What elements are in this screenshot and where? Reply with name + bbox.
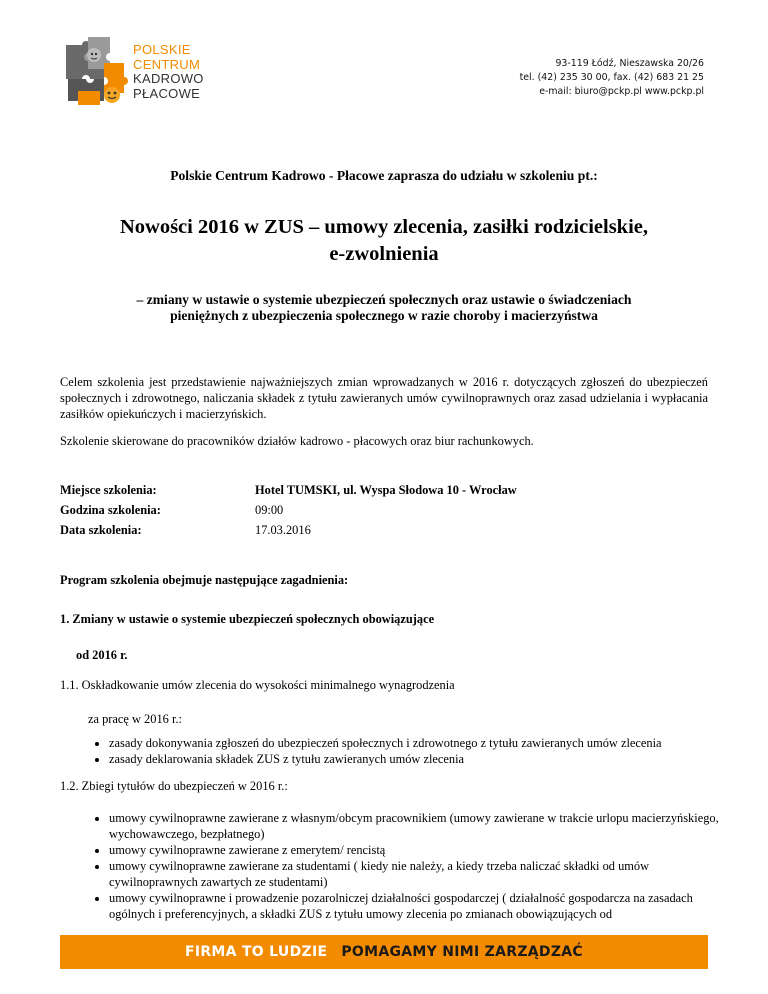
info-label: Miejsce szkolenia: [60, 483, 157, 497]
info-row-place [60, 483, 517, 503]
list-item: • zasady deklarowania składek ZUS z tytułu zawieranych umów zlecenia [109, 751, 719, 767]
contact-block [520, 57, 704, 99]
logo-line-3: KADROWO [133, 71, 204, 86]
subtitle-line-2: pieniężnych z ubezpieczenia społecznego w razie choroby i macierzyństwa [170, 308, 598, 323]
info-label: Data szkolenia: [60, 523, 142, 537]
contact-address: 93-119 Łódź, Nieszawska 20/26 [555, 58, 704, 69]
audience-paragraph: Szkolenie skierowane do pracowników działów kadrowo - płacowych oraz biur rachunkowych. [60, 434, 534, 448]
info-row-time [60, 503, 517, 523]
puzzle-pieces-icon [58, 35, 133, 107]
subtitle-line-1: – zmiany w ustawie o systemie ubezpieczeń społecznych oraz ustawie o świadczeniach [136, 292, 632, 307]
list-item: • umowy cywilnoprawne zawierane z własnym/obcym pracownikiem (umowy zawierane w trakcie urlopu macierzyńskiego, wychowawczego, bezpłatnego) [109, 810, 719, 842]
logo-line-1: POLSKIE [133, 42, 191, 57]
logo-line-2: CENTRUM [133, 56, 201, 72]
logo-wordmark [133, 43, 204, 101]
list-item: • umowy cywilnoprawne i prowadzenie pozarolniczej działalności gospodarczej ( działalność gospodarcza na zasadach ogólnych i preferencyjnych, a składki ZUS z tytułu umowy zlecenia po zmianach obowiązujących od [109, 890, 719, 922]
list-item: • zasady dokonywania zgłoszeń do ubezpieczeń społecznych i zdrowotnego z tytułu zawieranych umów zlecenia [109, 735, 719, 751]
list-item: • umowy cywilnoprawne zawierane za studentami ( kiedy nie należy, a kiedy trzeba naliczać składki od umów cywilnoprawnych zawartych ze studentami) [109, 858, 719, 890]
info-value: 09:00 [255, 503, 284, 517]
section-1-1-heading-cont: za pracę w 2016 r.: [88, 712, 182, 726]
section-1-heading-cont: od 2016 r. [76, 648, 128, 662]
section-1-2-heading: 1.2. Zbiegi tytułów do ubezpieczeń w 2016 r.: [60, 779, 288, 793]
training-info [60, 483, 517, 543]
footer-banner [60, 935, 708, 969]
info-row-date [60, 523, 517, 543]
training-subtitle [0, 292, 768, 324]
intro-text: Polskie Centrum Kadrowo - Płacowe zaprasza do udziału w szkoleniu pt.: [170, 168, 598, 183]
goal-paragraph: Celem szkolenia jest przedstawienie najważniejszych zmian wprowadzanych w 2016 r. dotyczących zgłoszeń do ubezpieczeń społecznych i zdrowotnego, naliczania składek z tytułu zawieranych umów cywilnoprawnych oraz zasad udzielania i wypłacania zasiłków opiekuńczych i macierzyńskich. [60, 375, 708, 421]
logo-line-4: PŁACOWE [133, 85, 201, 101]
title-line-1: Nowości 2016 w ZUS – umowy zlecenia, zasiłki rodzicielskie, [119, 216, 649, 238]
info-value: 17.03.2016 [255, 523, 311, 537]
section-1-heading: 1. Zmiany w ustawie o systemie ubezpieczeń społecznych obowiązujące [60, 612, 435, 626]
section-1-2-list [97, 810, 719, 922]
section-1-1-list [97, 735, 719, 767]
footer-slogan-1: FIRMA TO LUDZIE [184, 944, 328, 960]
info-value: Hotel TUMSKI, ul. Wyspa Słodowa 10 - Wrocław [255, 483, 517, 497]
contact-phone: tel. (42) 235 30 00, fax. (42) 683 21 25 [519, 72, 704, 83]
footer-slogan-2: POMAGAMY NIMI ZARZĄDZAĆ [341, 944, 584, 960]
list-item: • umowy cywilnoprawne zawierane z emerytem/ rencistą [109, 842, 719, 858]
info-label: Godzina szkolenia: [60, 503, 161, 517]
training-title [0, 214, 768, 268]
program-heading: Program szkolenia obejmuje następujące zagadnienia: [60, 573, 349, 587]
title-line-2: e-zwolnienia [329, 243, 439, 265]
contact-email[interactable]: e-mail: biuro@pckp.pl www.pckp.pl [539, 86, 704, 97]
section-1-1-heading: 1.1. Oskładkowanie umów zlecenia do wysokości minimalnego wynagrodzenia [60, 678, 455, 692]
